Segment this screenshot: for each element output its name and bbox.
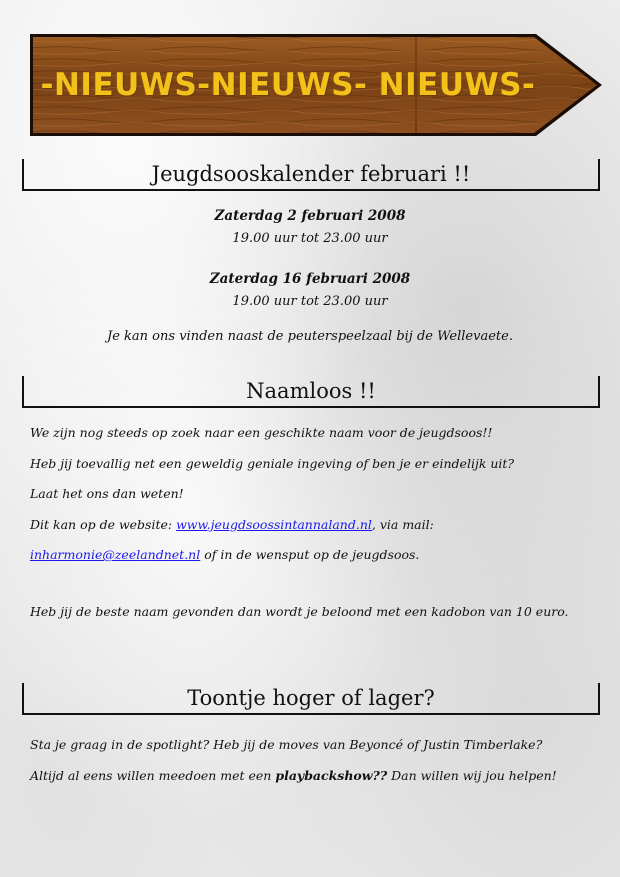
mail-link[interactable]: inharmonie@zeelandnet.nl (30, 547, 201, 562)
naamloos-line-3: Laat het ons dan weten! (30, 486, 184, 501)
naamloos-line-2: Heb jij toevallig net een geweldig geniale ingeving of ben je er eindelijk uit? (30, 455, 515, 471)
banner-title: -NIEUWS-NIEUWS- NIEUWS- (40, 67, 536, 103)
heading-naamloos: Naamloos !! (22, 376, 600, 408)
naamloos-line-4 (30, 510, 595, 541)
spacer (30, 571, 595, 597)
website-link[interactable]: www.jeugdsoossintannaland.nl (176, 516, 372, 532)
toontje-line-2-pre: Altijd al eens willen meedoen met een (30, 767, 276, 783)
prize-text: Heb jij de beste naam gevonden dan wordt je beloond met een kadobon van 10 euro. (30, 603, 569, 619)
naamloos-line-1: We zijn nog steeds op zoek naar een geschikte naam voor de jeugdsoos!! (30, 425, 493, 440)
heading-toontje: Toontje hoger of lager? (22, 683, 600, 715)
toontje-line-1: Sta je graag in de spotlight? Heb jij de moves van Beyoncé of Justin Timberlake? (30, 737, 543, 752)
heading-kalender: Jeugdsooskalender februari !! (22, 159, 600, 191)
toontje-paragraph (30, 730, 595, 791)
naamloos-line-5 (30, 540, 595, 571)
event-time-2: 19.00 uur tot 23.00 uur (232, 294, 388, 309)
toontje-line-2-post: Dan willen wij jou helpen! (387, 767, 557, 783)
news-banner (28, 32, 604, 138)
mail-prefix: , via mail: (371, 516, 434, 532)
event-date-1: Zaterdag 2 februari 2008 (214, 208, 406, 224)
naamloos-paragraph (30, 418, 595, 627)
event-time-1: 19.00 uur tot 23.00 uur (232, 231, 388, 246)
website-prefix: Dit kan op de website: (30, 516, 177, 532)
toontje-line-2 (30, 761, 595, 792)
event-date-2: Zaterdag 16 februari 2008 (209, 271, 411, 287)
wensput-text: of in de wensput op de jeugdsoos. (200, 547, 420, 562)
playbackshow-bold: playbackshow?? (275, 767, 388, 783)
location-text: Je kan ons vinden naast de peuterspeelzaal bij de Wellevaete. (107, 329, 513, 344)
